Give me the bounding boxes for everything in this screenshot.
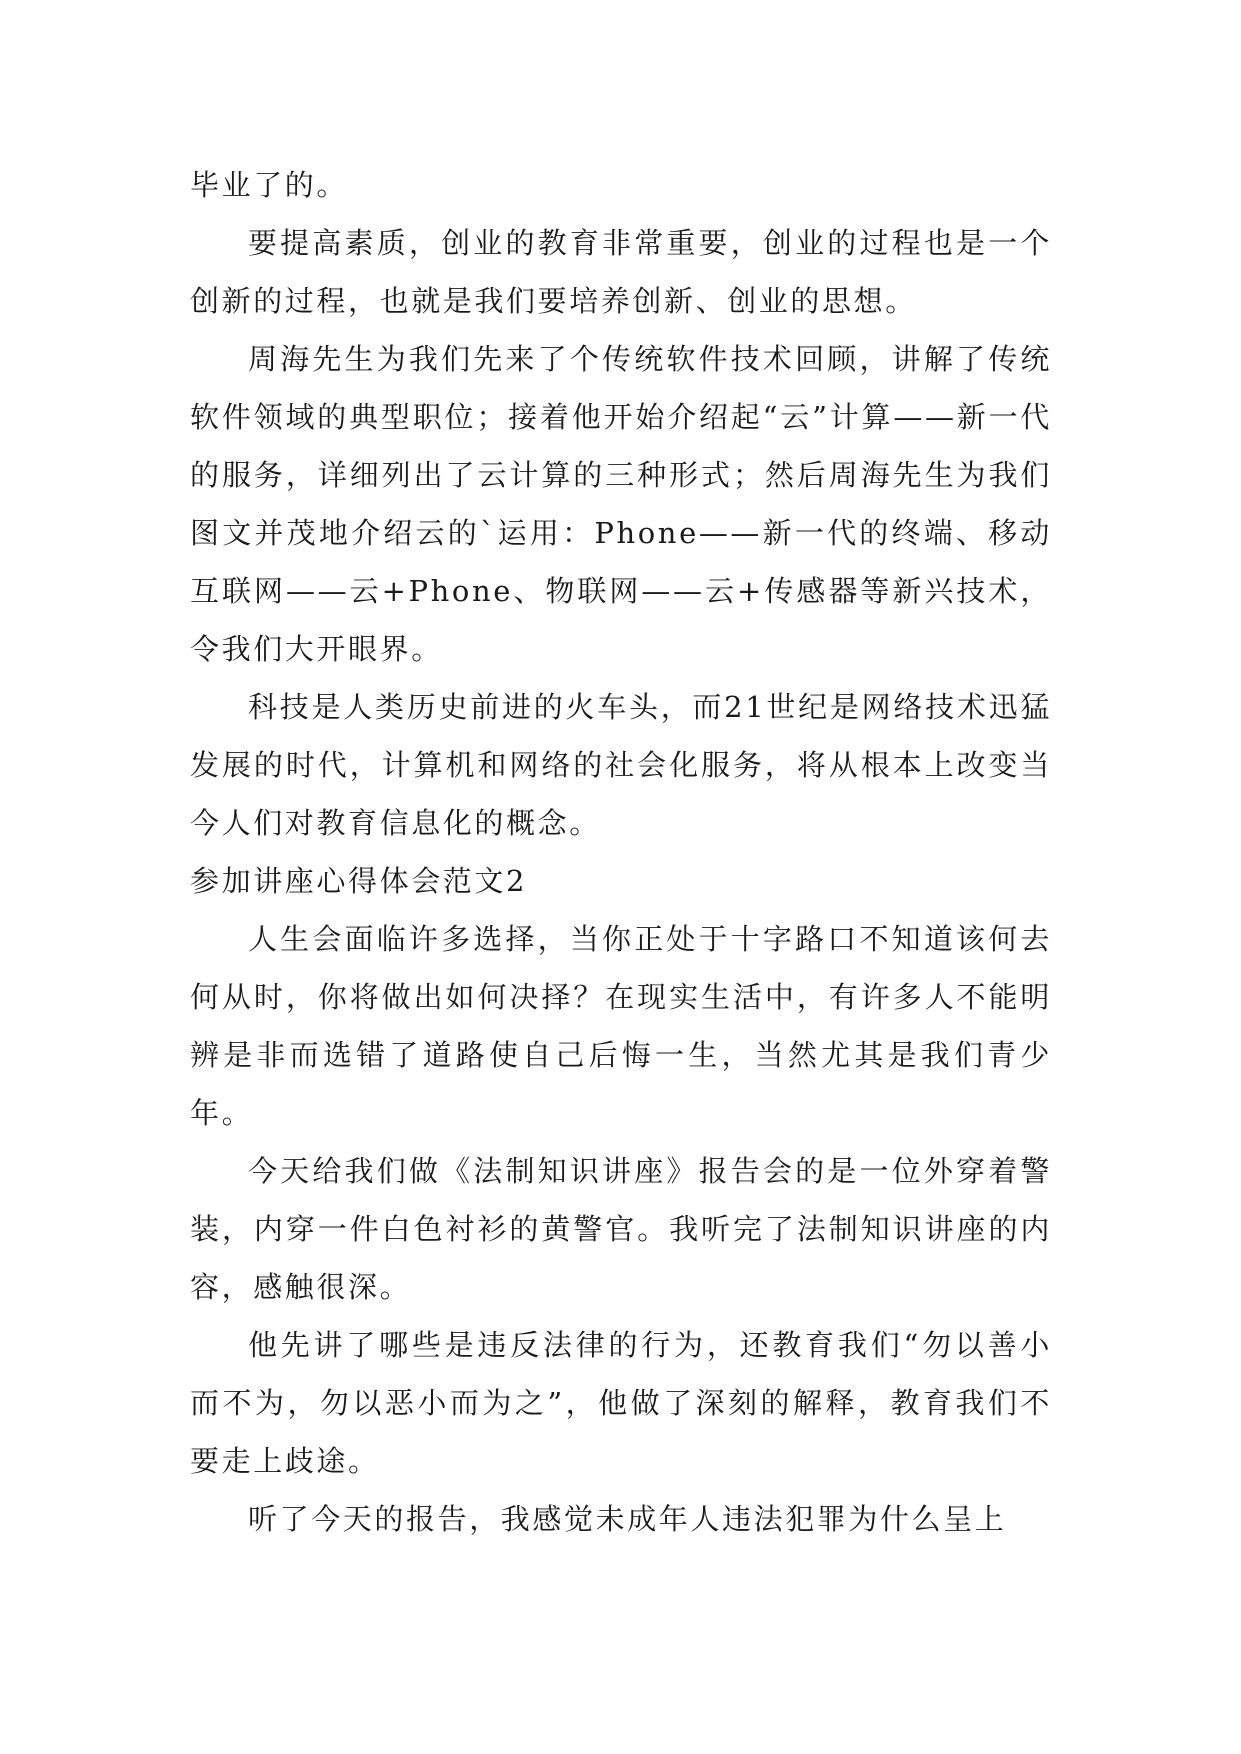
paragraph: 周海先生为我们先来了个传统软件技术回顾，讲解了传统软件领域的典型职位；接着他开始介绍起“云”计算——新一代的服务，详细列出了云计算的三种形式；然后周海先生为我们图文并茂地介绍云的`运用：Phone——新一代的终端、移动互联网——云+Phone、物联网——云+传感器等新兴技术，令我们大开眼界。 [190, 342, 1052, 666]
paragraph: 他先讲了哪些是违反法律的行为，还教育我们“勿以善小而不为，勿以恶小而为之”，他做了深刻的解释，教育我们不要走上歧途。 [190, 1328, 1052, 1478]
document-body [190, 156, 1052, 1548]
paragraph-continuation: 毕业了的。 [190, 168, 349, 202]
paragraph: 今天给我们做《法制知识讲座》报告会的是一位外穿着警装，内穿一件白色衬衫的黄警官。我听完了法制知识讲座的内容，感触很深。 [190, 1154, 1052, 1304]
paragraph: 科技是人类历史前进的火车头，而21世纪是网络技术迅猛发展的时代，计算机和网络的社会化服务，将从根本上改变当今人们对教育信息化的概念。 [190, 690, 1052, 840]
paragraph: 要提高素质，创业的教育非常重要，创业的过程也是一个创新的过程，也就是我们要培养创新、创业的思想。 [190, 226, 1052, 318]
section-heading: 参加讲座心得体会范文2 [190, 864, 528, 898]
paragraph: 人生会面临许多选择，当你正处于十字路口不知道该何去何从时，你将做出如何决择？在现实生活中，有许多人不能明辨是非而选错了道路使自己后悔一生，当然尤其是我们青少年。 [190, 922, 1052, 1130]
paragraph: 听了今天的报告，我感觉未成年人违法犯罪为什么呈上 [248, 1502, 1007, 1536]
